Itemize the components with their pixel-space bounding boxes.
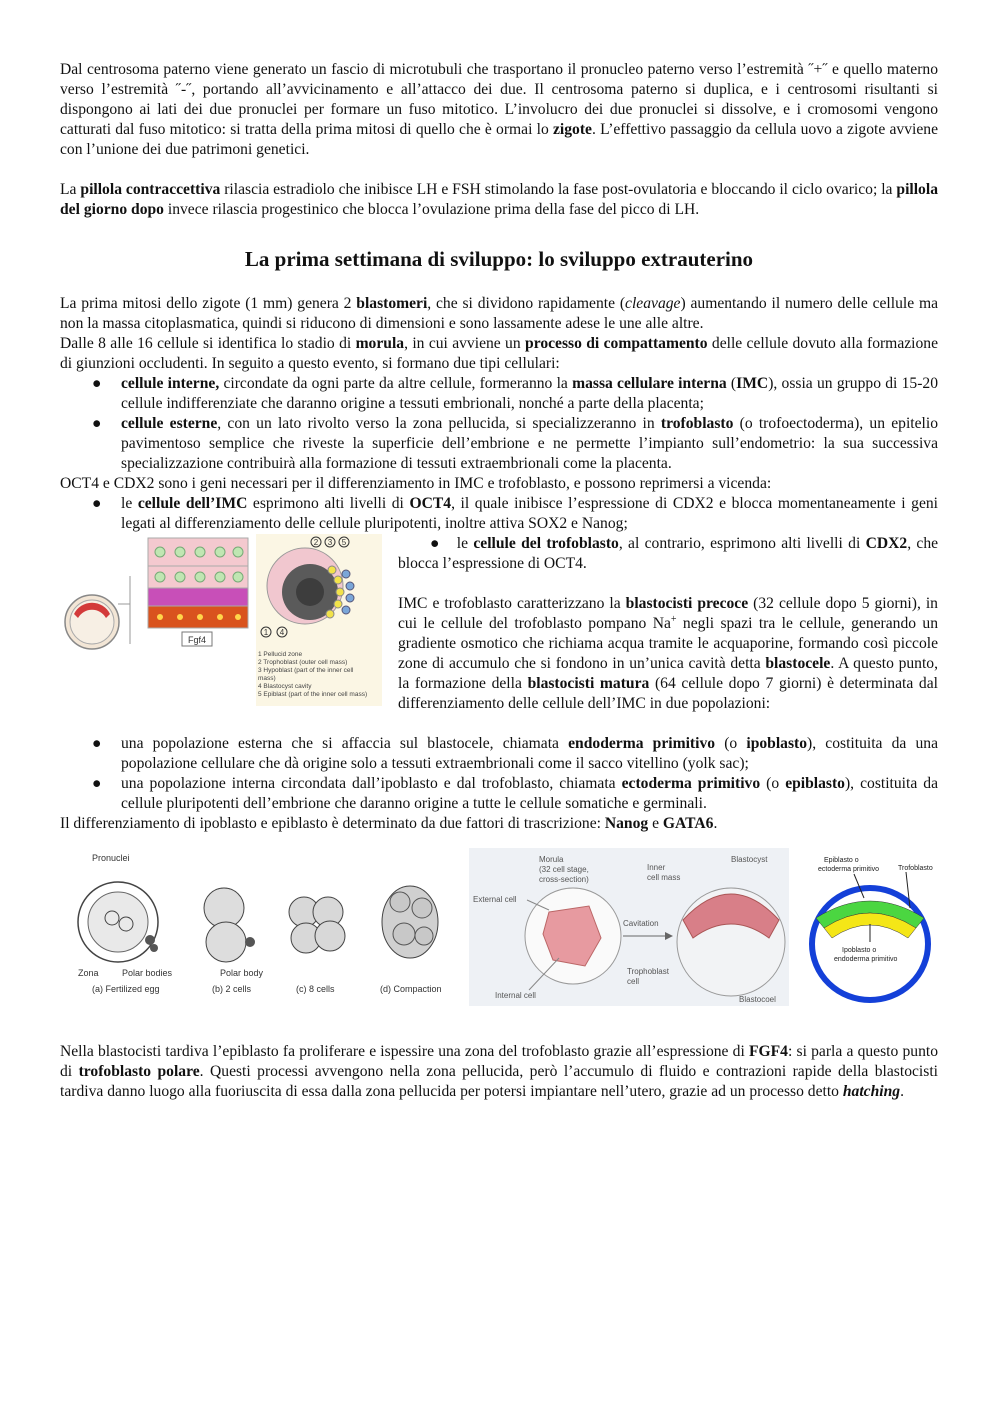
text: . bbox=[713, 815, 718, 832]
text: una popolazione esterna che si affaccia sul blastocele, chiamata bbox=[121, 735, 569, 752]
term-morula: morula bbox=[355, 335, 405, 352]
term-compattamento: processo di compattamento bbox=[525, 335, 708, 352]
legend-line: 2 Trophoblast (outer cell mass) bbox=[258, 659, 348, 666]
list-item-trofoblasto bbox=[398, 534, 938, 574]
text: . Questi processi avvengono nella zona pellucida, però l’accumulo di fluido e contrazioni rapide della blastocisti tardiva danno luogo alla fuoriuscita di essa dalla zona pellucida per potersi impiantare nell’utero, grazie ad un processo detto bbox=[60, 1063, 938, 1100]
text: circondate da ogni parte da altre cellule, formeranno la bbox=[219, 375, 573, 392]
callout-3: 3 bbox=[327, 538, 333, 547]
zona-label: Zona bbox=[78, 968, 99, 978]
term: OCT4 bbox=[409, 495, 452, 512]
external-cell-label: External cell bbox=[473, 895, 517, 904]
term-pillola-giorno-dopo: pillola del giorno dopo bbox=[60, 181, 938, 218]
epiblast-hypoblast-figure bbox=[798, 854, 942, 1004]
bullet-icon: ● bbox=[92, 775, 102, 792]
figure-text-block bbox=[60, 534, 938, 714]
ipoblasto-label: Ipoblasto o bbox=[842, 947, 877, 954]
figure-row bbox=[60, 848, 938, 1008]
paragraph-morula bbox=[60, 334, 938, 374]
caption-b: (b) 2 cells bbox=[212, 984, 252, 994]
callout-2: 2 bbox=[313, 538, 319, 547]
term: cellule esterne bbox=[121, 415, 218, 432]
cavitation-label: Cavitation bbox=[623, 919, 659, 928]
trophoblast-label: Trophoblast bbox=[627, 967, 669, 976]
text: (o bbox=[715, 735, 747, 752]
text: ), ossia un gruppo di 15-20 cellule indifferenziate che daranno origine a tessuti embrionali, nonché a parte della placenta; bbox=[121, 375, 938, 412]
paragraph-blastocisti-start bbox=[398, 594, 938, 714]
callout-1: 1 bbox=[263, 628, 269, 637]
text: (o bbox=[760, 775, 786, 792]
polar-bodies-label: Polar bodies bbox=[122, 968, 173, 978]
text: ) aumentando il numero delle cellule ma non la massa citoplasmatica, quindi si riducono di dimensioni e sono lassamente adese le une alle altre. bbox=[60, 295, 939, 332]
text: , il quale inibisce l’espressione di CDX2 e blocca momentaneamente i geni legati al differenziamento delle cellule pluripotenti, inoltre attiva SOX2 e Nanog; bbox=[121, 495, 938, 532]
blastocyst-label: Blastocyst bbox=[731, 855, 768, 864]
text: La prima mitosi dello zigote (1 mm) genera 2 bbox=[60, 295, 357, 312]
term: cellule del trofoblasto bbox=[473, 535, 619, 552]
term: trofoblasto bbox=[660, 415, 734, 432]
morula-sub-label: (32 cell stage, bbox=[539, 865, 589, 874]
text: negli spazi tra le cellule, generando un gradiente osmotico che richiama acqua tramite le acquaporine, formando così piccole zone di accumulo che si fondono in un’unica cavità detta bbox=[398, 615, 938, 672]
text: Dal centrosoma paterno viene generato un fascio di microtubuli che trasportano il pronucleo paterno verso l’estremità ˝+˝ e quello materno verso l’estremità ˝-˝, portando all’avvicinamento e all’attacco dei due. Il centrosoma paterno si duplica, e i centrosomi risultanti si dispongono ai lati dei due pronuclei per formare un fuso mitotico. L’involucro dei due pronuclei si dissolve, e i cromosomi vengono catturati dal fuso mitotico: si tratta della prima mitosi di quello che è ormai lo bbox=[60, 61, 938, 138]
term-cleavage: cleavage bbox=[625, 295, 681, 312]
text: (64 cellule dopo 7 giorni) è determinata dal differenziamento delle cellule dell’IMC in due popolazioni: bbox=[398, 675, 938, 712]
text: : si parla a questo punto di bbox=[60, 1043, 939, 1080]
legend-line: mass) bbox=[258, 675, 276, 682]
text: , con un lato rivolto verso la zona pellucida, si specializzeranno in bbox=[217, 415, 661, 432]
embryo-icon bbox=[65, 576, 130, 649]
paragraph-hatching bbox=[60, 1042, 938, 1102]
term: endoderma primitivo bbox=[568, 735, 716, 752]
fgf4-label: Fgf4 bbox=[187, 635, 207, 645]
text: una popolazione interna circondata dall’ipoblasto e dal trofoblasto, chiamata bbox=[121, 775, 622, 792]
term: GATA6 bbox=[662, 815, 714, 832]
term-zigote: zigote bbox=[553, 121, 592, 138]
paragraph-pill bbox=[60, 180, 938, 220]
term: FGF4 bbox=[749, 1043, 788, 1060]
callout-5: 5 bbox=[341, 538, 347, 547]
text: ), costituita da cellule pluripotenti dell’embrione che daranno origine a tutte le cellule somatiche e germinali. bbox=[121, 775, 939, 812]
epiblast-label: Epiblasto o bbox=[824, 857, 859, 864]
text: e bbox=[648, 815, 663, 832]
text: Dalle 8 alle 16 cellule si identifica lo stadio di bbox=[60, 335, 356, 352]
text: le bbox=[456, 535, 474, 552]
legend-line: 4 Blastocyst cavity bbox=[258, 683, 312, 690]
text: invece rilascia progestinico che blocca l’ovulazione prima della fase del picco di LH. bbox=[163, 201, 700, 218]
term: blastocisti precoce bbox=[625, 595, 749, 612]
text: (32 cellule dopo 5 giorni), in cui le cellule del trofoblasto pompano Na bbox=[398, 595, 938, 632]
paragraph-factors bbox=[60, 814, 938, 834]
term: CDX2 bbox=[865, 535, 908, 552]
list-cell-types bbox=[60, 374, 938, 474]
caption-a: (a) Fertilized egg bbox=[92, 984, 160, 994]
text: rilascia estradiolo che inibisce LH e FSH stimolando la fase post-ovulatoria e bloccando il ciclo ovarico; la bbox=[220, 181, 897, 198]
legend-line: 1 Pellucid zone bbox=[258, 651, 303, 658]
text: , al contrario, esprimono alti livelli di bbox=[618, 535, 866, 552]
text: esprimono alti livelli di bbox=[247, 495, 410, 512]
text: delle cellule dovuto alla formazione di giunzioni occludenti. In seguito a questo evento, si formano due tipi cellulari: bbox=[60, 335, 939, 372]
bullet-icon: ● bbox=[430, 535, 441, 552]
callout-4: 4 bbox=[279, 628, 285, 637]
text: ( bbox=[726, 375, 737, 392]
paragraph-oct4-cdx2: OCT4 e CDX2 sono i geni necessari per il differenziamento in IMC e trofoblasto, e possono reprimersi a vicenda: bbox=[60, 475, 772, 492]
bullet-icon: ● bbox=[92, 375, 102, 392]
term-pillola-contraccettiva: pillola contraccettiva bbox=[80, 181, 221, 198]
text: le bbox=[121, 495, 138, 512]
trofoblasto-label: Trofoblasto bbox=[898, 865, 933, 872]
legend-line: 3 Hypoblast (part of the inner cell bbox=[258, 667, 354, 674]
blastocyst-figure bbox=[60, 534, 382, 706]
term-blastomeri: blastomeri bbox=[356, 295, 428, 312]
term: Nanog bbox=[604, 815, 649, 832]
list-genes bbox=[60, 494, 938, 534]
bullet-icon: ● bbox=[92, 415, 102, 432]
list-item bbox=[60, 774, 938, 814]
text: . L’effettivo passaggio da cellula uovo a zigote avviene con l’unione dei due patrimoni genetici. bbox=[60, 121, 938, 158]
term: blastocisti matura bbox=[527, 675, 650, 692]
bullet-icon: ● bbox=[92, 495, 102, 512]
blastocoel-label: Blastocoel bbox=[739, 995, 776, 1004]
text: , che blocca l’espressione di OCT4. bbox=[398, 535, 939, 572]
inner-cell-mass-label: cell mass bbox=[647, 873, 681, 882]
list-item bbox=[60, 374, 938, 414]
caption-d: (d) Compaction bbox=[380, 984, 442, 994]
paragraph-cleavage bbox=[60, 294, 938, 334]
pronuclei-label: Pronuclei bbox=[92, 853, 130, 863]
term: ectoderma primitivo bbox=[621, 775, 761, 792]
list-item bbox=[60, 734, 938, 774]
text: . A questo punto, la formazione della bbox=[398, 655, 938, 692]
text: IMC e trofoblasto caratterizzano la bbox=[398, 595, 626, 612]
term: cellule dell’IMC bbox=[137, 495, 248, 512]
cleavage-stages-figure bbox=[74, 852, 464, 1002]
blastocyst-diagram bbox=[256, 534, 382, 706]
float-text bbox=[398, 534, 938, 714]
section-heading: La prima settimana di sviluppo: lo sviluppo extrauterino bbox=[244, 247, 754, 271]
text: ), costituita da una popolazione cellulare che dà origine solo a tessuti extraembrionali come il sacco vitellino (yolk sac); bbox=[121, 735, 939, 772]
term: blastocele bbox=[765, 655, 831, 672]
text: , che si dividono rapidamente ( bbox=[427, 295, 626, 312]
term: epiblasto bbox=[785, 775, 845, 792]
internal-cell-label: Internal cell bbox=[495, 991, 536, 1000]
paragraph-pronuclei bbox=[60, 60, 938, 160]
morula-label: Morula bbox=[539, 855, 564, 864]
bullet-icon: ● bbox=[92, 735, 102, 752]
list-populations bbox=[60, 734, 938, 814]
ipoblasto-label: endoderma primitivo bbox=[834, 956, 898, 963]
morula-sub-label: cross-section) bbox=[539, 875, 589, 884]
cell-layers-diagram bbox=[148, 538, 248, 646]
polar-body-label: Polar body bbox=[220, 968, 264, 978]
text: . bbox=[900, 1083, 904, 1100]
term: massa cellulare interna bbox=[572, 375, 727, 392]
term: cellule interne, bbox=[121, 375, 220, 392]
term-hatching: hatching bbox=[842, 1083, 901, 1100]
epiblast-label: ectoderma primitivo bbox=[818, 866, 880, 873]
term: IMC bbox=[736, 375, 769, 392]
list-item bbox=[60, 414, 938, 474]
text: Nella blastocisti tardiva l’epiblasto fa proliferare e ispessire una zona del trofoblasto grazie all’espressione di bbox=[60, 1043, 749, 1060]
legend-line: 5 Epiblast (part of the inner cell mass) bbox=[258, 691, 368, 698]
inner-cell-mass-label: Inner bbox=[647, 863, 666, 872]
list-item bbox=[60, 494, 938, 534]
morula-blastocyst-figure bbox=[469, 848, 789, 1006]
text: (o trofoectoderma), un epitelio pavimentoso semplice che riveste la superficie dell’embrione e ne permette l’impianto sull’endometrio: la sua successiva specializzazione contribuirà alla formazione di tessuti extraembrionali come la placenta. bbox=[121, 415, 938, 472]
caption-c: (c) 8 cells bbox=[296, 984, 335, 994]
text: , in cui avviene un bbox=[404, 335, 526, 352]
term: trofoblasto polare bbox=[78, 1063, 200, 1080]
trophoblast-label: cell bbox=[627, 977, 640, 986]
text: La bbox=[60, 181, 81, 198]
text: Il differenziamento di ipoblasto e epiblasto è determinato da due fattori di trascrizione: bbox=[60, 815, 605, 832]
term: ipoblasto bbox=[746, 735, 808, 752]
superscript: + bbox=[670, 613, 677, 625]
document-page bbox=[60, 60, 938, 1102]
